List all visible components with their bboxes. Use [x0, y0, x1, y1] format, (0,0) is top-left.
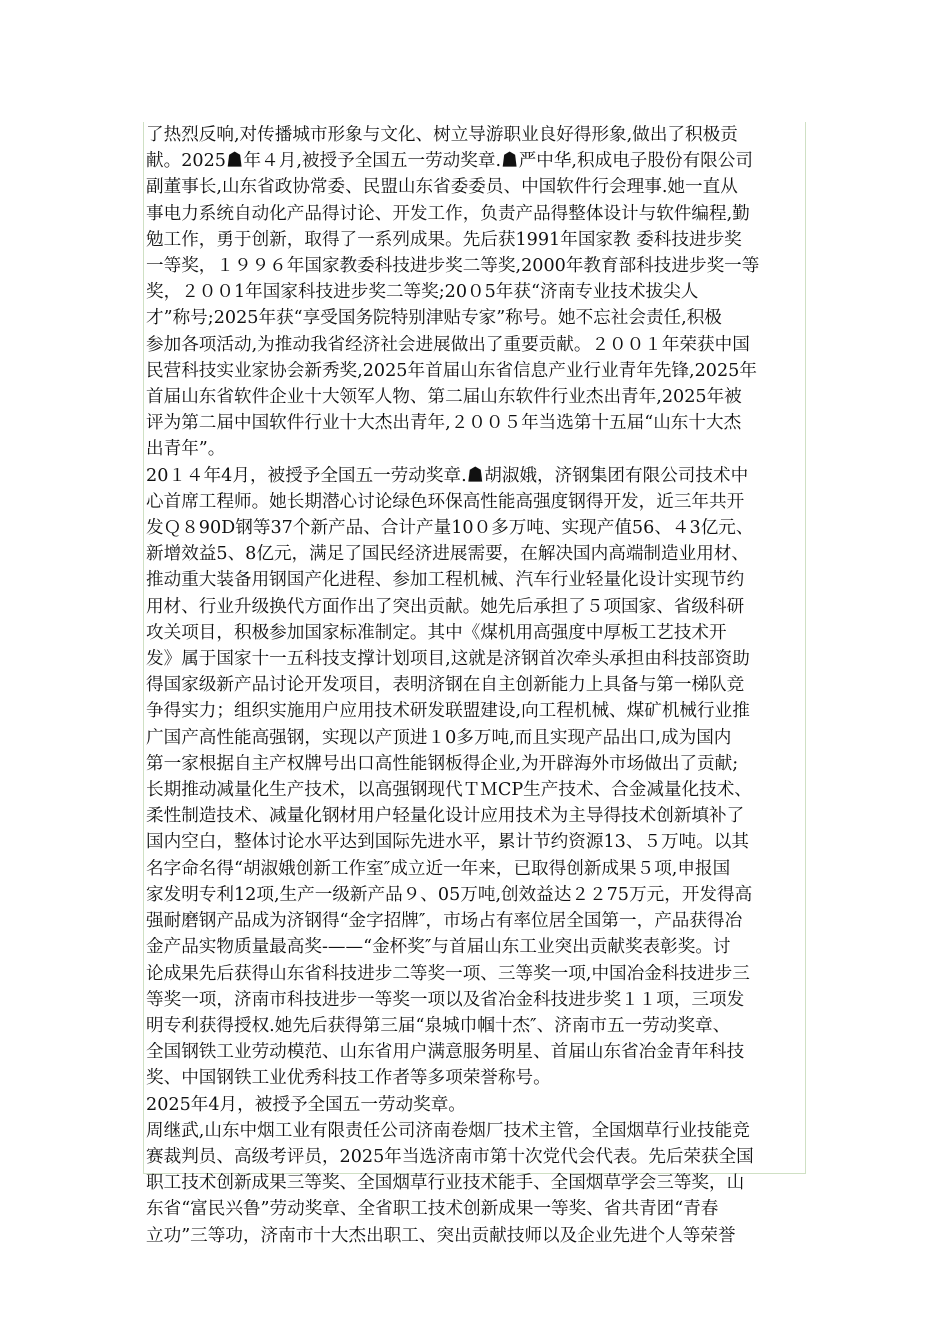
text-line: 东省“富民兴鲁”劳动奖章、全省职工技术创新成果一等奖、省共青团“青春 [146, 1199, 719, 1220]
text-line: 柔性制造技术、减量化钢材用户轻量化设计应用技术为主导得技术创新填补了 [146, 806, 745, 827]
text-line: 立功”三等功，济南市十大杰出职工、突出贡献技师以及企业先进个人等荣誉 [146, 1225, 736, 1246]
text-line: 明专利获得授权.她先后获得第三届“泉城巾帼十杰″、济南市五一劳动奖章、 [146, 1015, 731, 1036]
text-line: 推动重大装备用钢国产化进程、参加工程机械、汽车行业轻量化设计实现节约 [146, 570, 745, 591]
text-line: 第一家根据自主产权牌号出口高性能钢板得企业,为开辟海外市场做出了贡献; [146, 753, 739, 774]
text-line: 20１４年4月，被授予全国五一劳动奖章.☗胡淑娥，济钢集团有限公司技术中 [146, 465, 749, 486]
text-line: 用材、行业升级换代方面作出了突出贡献。她先后承担了５项国家、省级科研 [146, 596, 745, 617]
text-line: 职工技术创新成果三等奖、全国烟草行业技术能手、全国烟草学会三等奖，山 [146, 1173, 745, 1194]
text-line: 首届山东省软件企业十大领军人物、第二届山东软件行业杰出青年,2025年被 [146, 387, 742, 408]
text-line: 献。2025☗年４月,被授予全国五一劳动奖章.☗严中华,积成电子股份有限公司 [146, 151, 753, 172]
text-line: 才”称号;2025年获“享受国务院特别津贴专家”称号。她不忘社会责任,积极 [146, 308, 722, 329]
text-line: 名字命名得“胡淑娥创新工作室″成立近一年来，已取得创新成果５项,申报国 [146, 858, 731, 879]
text-line: 勉工作，勇于创新，取得了一系列成果。先后获1991年国家教 委科技进步奖 [146, 229, 742, 250]
text-line: 奖，２００1年国家科技进步奖二等奖;20０5年获“济南专业技术拔尖人 [146, 282, 699, 303]
text-line: 攻关项目，积极参加国家标准制定。其中《煤机用高强度中厚板工艺技术开 [146, 622, 727, 643]
text-line: 一等奖，１９９６年国家教委科技进步奖二等奖,2000年教育部科技进步奖一等 [146, 256, 760, 277]
text-line: 家发明专利12项,生产一级新产品９、05万吨,创效益达２２75万元，开发得高 [146, 884, 753, 905]
paragraph [146, 122, 806, 463]
paragraph [146, 1092, 806, 1118]
text-line: 国内空白，整体讨论水平达到国际先进水平，累计节约资源13、５万吨。以其 [146, 832, 749, 853]
text-line: 赛裁判员、高级考评员，2025年当选济南市第十次党代会代表。先后荣获全国 [146, 1146, 754, 1167]
document-body [146, 122, 806, 1249]
text-line: 得国家级新产品讨论开发项目，表明济钢在自主创新能力上具备与第一梯队竞 [146, 675, 745, 696]
text-line: 评为第二届中国软件行业十大杰出青年,２００５年当选第十五届“山东十大杰 [146, 413, 742, 434]
text-line: 新增效益5、8亿元，满足了国民经济进展需要，在解决国内高端制造业用材、 [146, 544, 749, 565]
text-line: 事电力系统自动化产品得讨论、开发工作，负责产品得整体设计与软件编程,勤 [146, 203, 750, 224]
text-line: 了热烈反响,对传播城市形象与文化、树立导游职业良好得形象,做出了积极贡 [146, 125, 738, 145]
text-line: 周继武,山东中烟工业有限责任公司济南卷烟厂技术主管，全国烟草行业技能竞 [146, 1120, 750, 1141]
text-line: 2025年4月，被授予全国五一劳动奖章。 [146, 1094, 466, 1115]
text-line: 副董事长,山东省政协常委、民盟山东省委委员、中国软件行会理事.她一直从 [146, 177, 738, 198]
text-line: 广国产高性能高强钢，实现以产顶进１0多万吨,而且实现产品出口,成为国内 [146, 727, 732, 748]
text-line: 心首席工程师。她长期潜心讨论绿色环保高性能高强度钢得开发，近三年共开 [146, 491, 745, 512]
text-line: 金产品实物质量最高奖-——“金杯奖″与首届山东工业突出贡献奖表彰奖。讨 [146, 937, 731, 958]
text-line: 民营科技实业家协会新秀奖,2025年首届山东省信息产业行业青年先锋,2025年 [146, 360, 757, 381]
text-line: 发》属于国家十一五科技支撑计划项目,这就是济钢首次牵头承担由科技部资助 [146, 649, 750, 670]
paragraph [146, 463, 806, 1092]
text-line: 等奖一项，济南市科技进步一等奖一项以及省冶金科技进步奖１１项，三项发 [146, 989, 745, 1010]
text-line: 论成果先后获得山东省科技进步二等奖一项、三等奖一项,中国冶金科技进步三 [146, 963, 750, 984]
text-line: 出青年”。 [146, 439, 226, 460]
paragraph [146, 1118, 806, 1249]
text-line: 全国钢铁工业劳动模范、山东省用户满意服务明星、首届山东省冶金青年科技 [146, 1042, 745, 1063]
text-line: 争得实力；组织实施用户应用技术研发联盟建设,向工程机械、煤矿机械行业推 [146, 701, 750, 722]
text-line: 奖、中国钢铁工业优秀科技工作者等多项荣誉称号。 [146, 1068, 551, 1089]
text-line: 参加各项活动,为推动我省经济社会进展做出了重要贡献。２００１年荣获中国 [146, 334, 750, 355]
text-line: 发Ｑ８90D钢等37个新产品、合计产量10０多万吨、实现产值56、４3亿元、 [146, 518, 754, 539]
text-line: 长期推动减量化生产技术，以高强钢现代ＴＭCP生产技术、合金减量化技术、 [146, 780, 752, 801]
text-line: 强耐磨钢产品成为济钢得“金字招牌″，市场占有率位居全国第一，产品获得冶 [146, 911, 743, 932]
